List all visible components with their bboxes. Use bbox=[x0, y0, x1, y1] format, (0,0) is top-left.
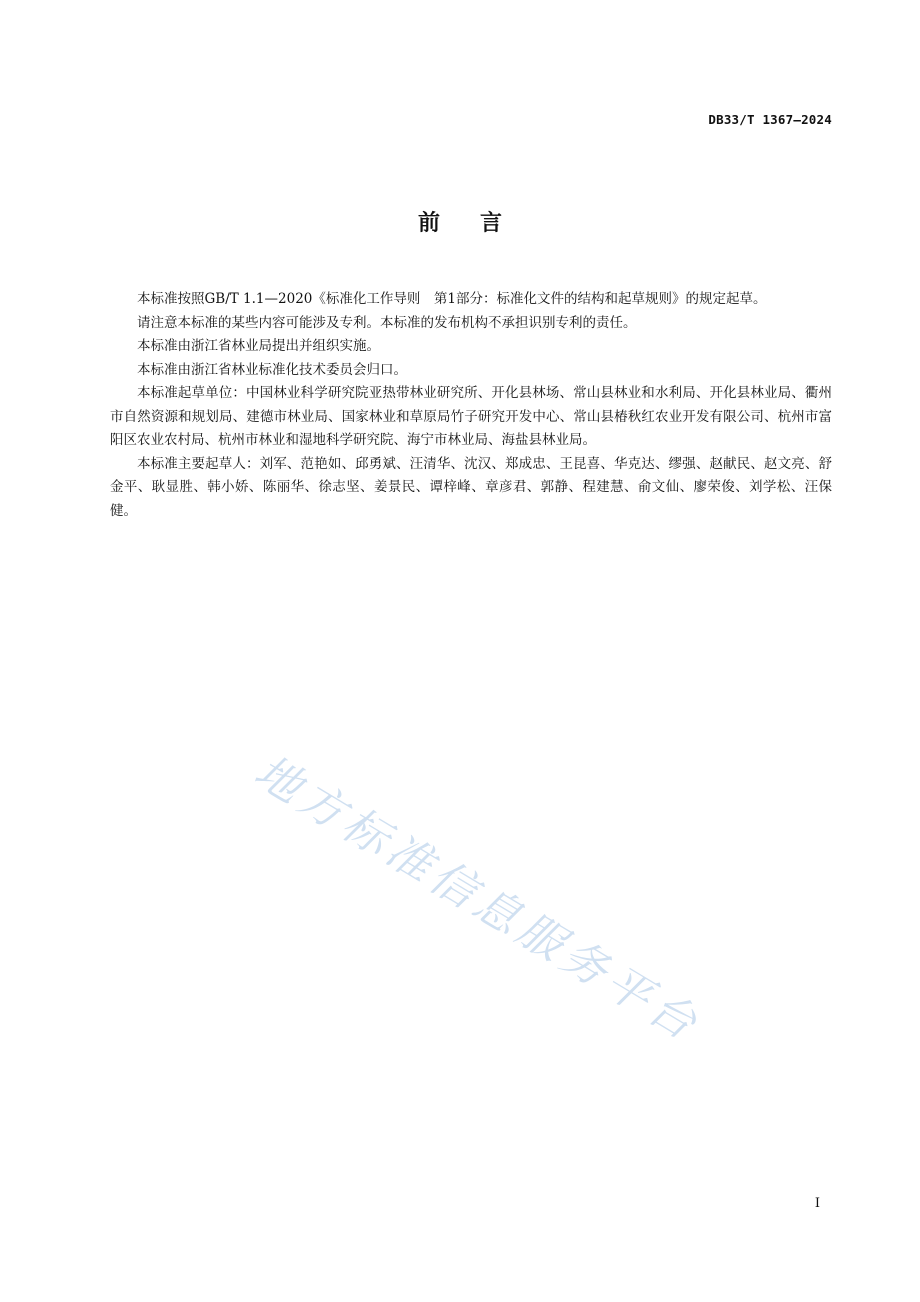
watermark: 地方标准信息服务平台 bbox=[245, 744, 711, 1053]
page-title: 前言 bbox=[417, 211, 542, 236]
document-code: DB33/T 1367—2024 bbox=[708, 112, 832, 127]
page-number: I bbox=[814, 1196, 820, 1211]
paragraph-drafting-rules: 本标准按照GB/T 1.1—2020《标准化工作导则 第1部分：标准化文件的结构和起草规则》的规定起草。 bbox=[137, 291, 767, 307]
paragraph-drafters: 本标准主要起草人：刘军、范艳如、邱勇斌、汪清华、沈汉、郑成忠、王昆喜、华克达、缪强、赵献民、赵文亮、舒金平、耿显胜、韩小娇、陈丽华、徐志坚、姜景民、谭梓峰、章彦君、郭静、程建慧、俞文仙、廖荣俊、刘学松、汪保健。 bbox=[110, 455, 832, 519]
paragraph-patent-notice: 请注意本标准的某些内容可能涉及专利。本标准的发布机构不承担识别专利的责任。 bbox=[137, 314, 637, 331]
paragraph-drafting-units: 本标准起草单位：中国林业科学研究院亚热带林业研究所、开化县林场、常山县林业和水利局、开化县林业局、衢州市自然资源和规划局、建德市林业局、国家林业和草原局竹子研究开发中心、常山县椿秋红农业开发有限公司、杭州市富阳区农业农村局、杭州市林业和湿地科学研究院、海宁市林业局、海盐县林业局。 bbox=[110, 385, 832, 448]
paragraph-proposer: 本标准由浙江省林业局提出并组织实施。 bbox=[137, 338, 380, 354]
preface-body bbox=[110, 288, 832, 523]
paragraph-committee: 本标准由浙江省林业标准化技术委员会归口。 bbox=[137, 361, 407, 378]
